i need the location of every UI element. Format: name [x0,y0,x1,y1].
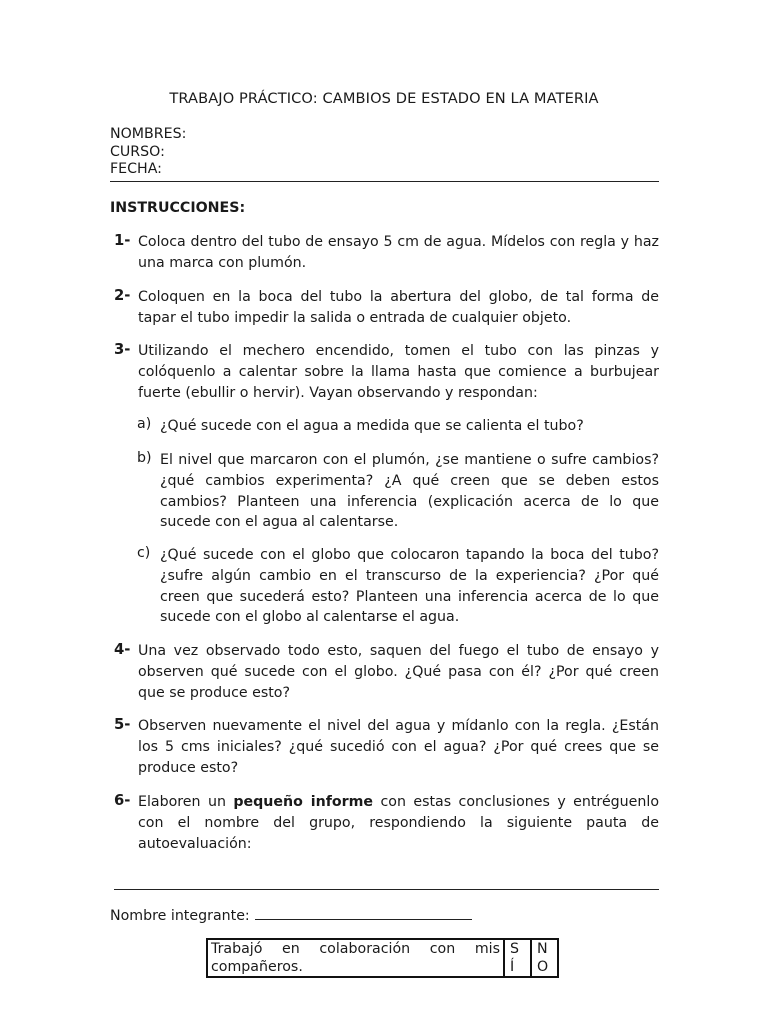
item-number: 5- [114,716,131,733]
subquestion-c [137,545,659,628]
instructions-heading: INSTRUCCIONES: [110,200,246,216]
criterion-cell: Trabajó en colaboración con mis compañeros. [207,939,504,977]
item-text-emphasis: pequeño informe [233,794,374,810]
item-text: Utilizando el mechero encendido, tomen el tubo con las pinzas y colóquenlo a calentar sobre la llama hasta que comience a burbujear fuerte (ebullir o hervir). Vayan observando y respondan: [138,343,659,401]
yes-cell[interactable] [504,939,531,977]
subquestion-a [137,416,659,437]
item-number: 3- [114,341,131,358]
no-cell[interactable] [531,939,558,977]
header-divider [110,181,659,182]
item-text: Observen nuevamente el nivel del agua y mídanlo con la regla. ¿Están los 5 cms iniciales? ¿qué sucedió con el agua? ¿Por qué crees que se produce esto? [138,718,659,776]
integrante-blank-line[interactable] [255,905,472,920]
instruction-item-5 [114,716,659,778]
instruction-item-2 [114,287,659,329]
instruction-item-4 [114,641,659,703]
section-divider [114,889,659,890]
item-number: 6- [114,792,131,809]
subquestion-label: b) [137,450,152,466]
item-text-before: Elaboren un [138,794,226,810]
subquestion-label: a) [137,416,152,432]
item-number: 1- [114,232,131,249]
student-fields [110,126,186,179]
no-letter-1: N [537,941,548,957]
subquestion-text: ¿Qué sucede con el agua a medida que se calienta el tubo? [160,418,584,434]
page-title: TRABAJO PRÁCTICO: CAMBIOS DE ESTADO EN LA MATERIA [169,90,599,107]
instruction-item-1 [114,232,659,274]
instruction-item-6 [114,792,659,854]
item-number: 4- [114,641,131,658]
table-row [207,939,558,977]
item-text: Coloquen en la boca del tubo la abertura del globo, de tal forma de tapar el tubo impedir la salida o entrada de cualquier objeto. [138,289,659,326]
item-text [138,792,659,854]
item-text-after: con estas conclusiones y entréguenlo con el nombre del grupo, respondiendo la siguiente pauta de autoevaluación: [138,794,660,852]
yes-letter-2: Í [510,959,515,975]
subquestion-text: El nivel que marcaron con el plumón, ¿se mantiene o sufre cambios? ¿qué cambios experimenta? ¿A qué creen que se deben estos cambios? Planteen una inferencia (explicación acerca de lo que sucede con el agua al calentarse. [160,452,659,531]
item-number: 2- [114,287,131,304]
subquestion-label: c) [137,545,151,561]
subquestion-b [137,450,659,533]
instruction-item-3 [114,341,659,403]
nombres-label: NOMBRES: [110,126,187,142]
no-letter-2: O [537,959,549,975]
integrante-label: Nombre integrante: [110,908,250,924]
curso-label: CURSO: [110,143,165,160]
integrante-row [110,905,472,924]
item-text: Una vez observado todo esto, saquen del fuego el tubo de ensayo y observen qué sucede con el globo. ¿Qué pasa con él? ¿Por qué creen que se produce esto? [138,643,659,701]
item-text: Coloca dentro del tubo de ensayo 5 cm de agua. Mídelos con regla y haz una marca con plumón. [138,234,659,271]
self-evaluation-table [206,938,559,978]
subquestion-text: ¿Qué sucede con el globo que colocaron tapando la boca del tubo? ¿sufre algún cambio en el transcurso de la experiencia? ¿Por qué creen que sucederá esto? Planteen una inferencia acerca de lo que sucede con el globo al calentarse el agua. [160,547,659,626]
yes-letter-1: S [510,941,520,957]
fecha-label: FECHA: [110,161,162,177]
